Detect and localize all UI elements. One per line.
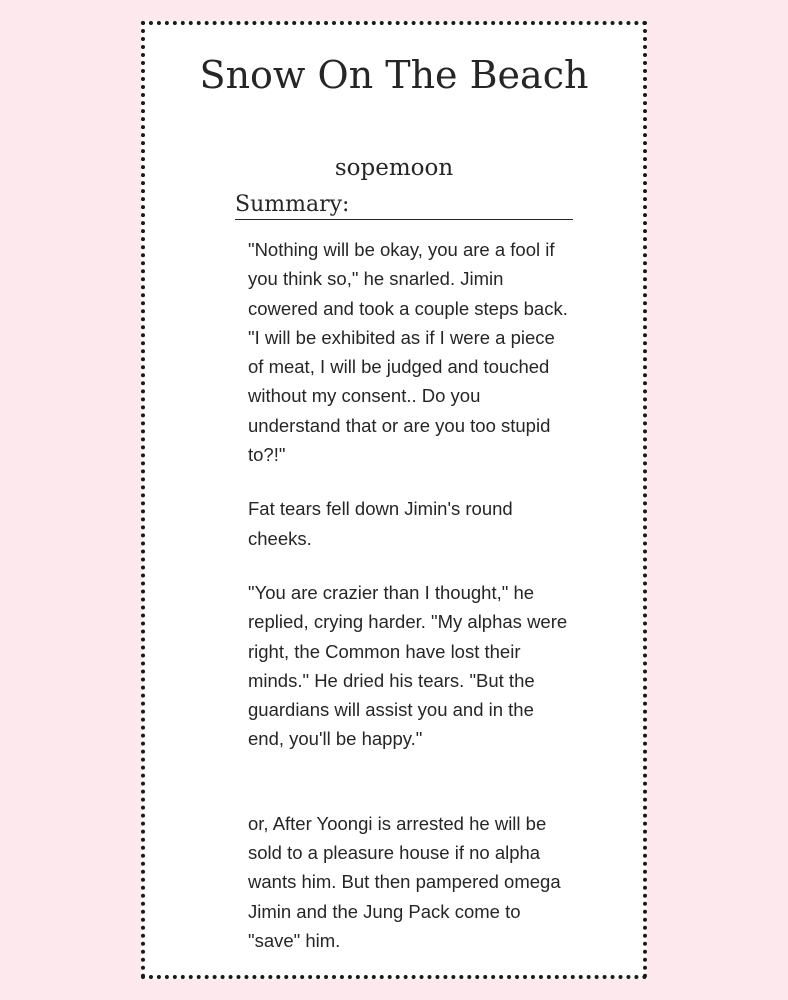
- summary-paragraph: "You are crazier than I thought," he replied, crying harder. "My alphas were right, the Common have lost their minds." He dried his tears. "But the guardians will assist you and in the end, you'll be happy.": [248, 581, 568, 750]
- summary-heading: Summary:: [235, 191, 573, 220]
- work-title: Snow On The Beach: [199, 53, 589, 97]
- summary-body: [248, 235, 568, 980]
- work-author: sopemoon: [334, 155, 454, 181]
- summary-paragraph: Fat tears fell down Jimin's round cheeks.: [248, 498, 513, 549]
- summary-paragraph: "Nothing will be okay, you are a fool if you think so," he snarled. Jimin cowered and took a couple steps back. "I will be exhibited as if I were a piece of meat, I will be judged and touched without my consent.. Do you understand that or are you too stupid to?!": [248, 239, 568, 466]
- summary-paragraph: or, After Yoongi is arrested he will be sold to a pleasure house if no alpha wants him. But then pampered omega Jimin and the Jung Pack come to "save" him.: [248, 812, 561, 951]
- work-card: [141, 21, 647, 979]
